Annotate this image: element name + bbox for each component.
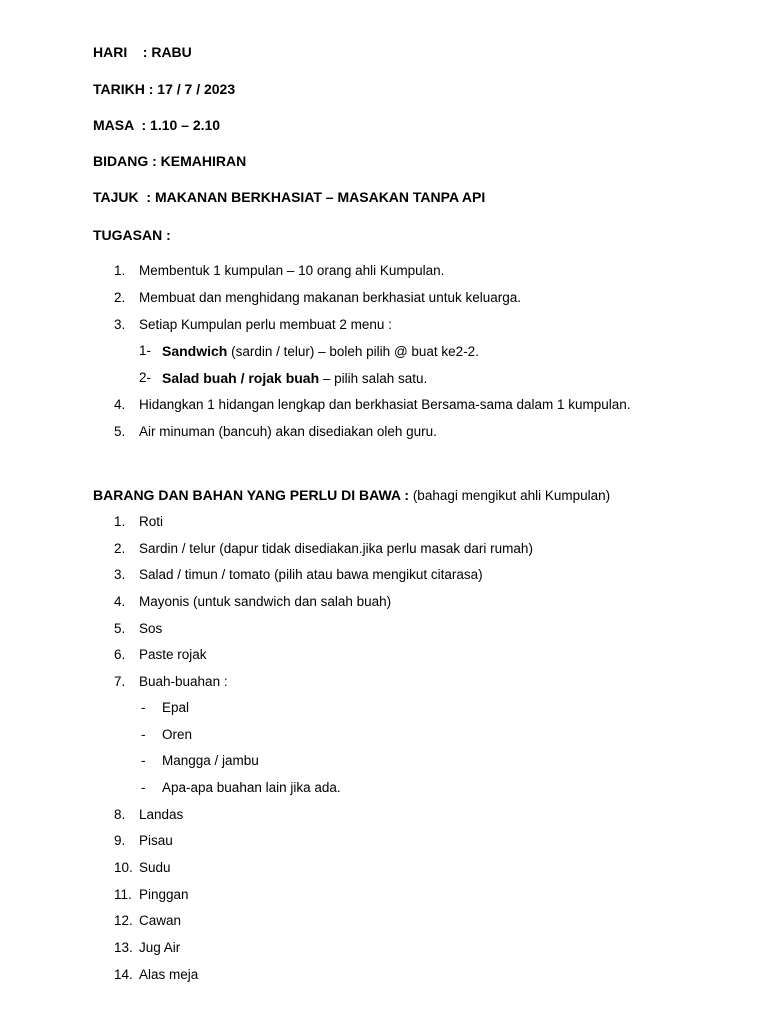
list-number: 8. <box>114 807 126 822</box>
tajuk-line: TAJUK : MAKANAN BERKHASIAT – MASAKAN TANPA API <box>93 189 486 205</box>
list-number: 4. <box>114 397 126 412</box>
menu-bold: Sandwich <box>162 343 228 359</box>
list-text: Landas <box>139 807 184 822</box>
list-text: Sardin / telur (dapur tidak disediakan.jika perlu masak dari rumah) <box>139 541 533 556</box>
list-number: 2. <box>114 290 126 305</box>
hari-line: HARI : RABU <box>93 44 192 60</box>
list-text: Hidangkan 1 hidangan lengkap dan berkhasiat Bersama-sama dalam 1 kumpulan. <box>139 397 631 412</box>
list-number: 10. <box>114 860 133 875</box>
fruit-text: Epal <box>162 700 190 715</box>
fruit-marker: - <box>141 700 146 715</box>
fruit-marker: - <box>141 753 146 768</box>
list-number: 2. <box>114 541 126 556</box>
list-text: Roti <box>139 514 164 529</box>
menu-marker: 2- <box>139 370 152 385</box>
list-text: Mayonis (untuk sandwich dan salah buah) <box>139 594 392 609</box>
list-number: 12. <box>114 913 133 928</box>
tugasan-heading: TUGASAN : <box>93 227 171 243</box>
list-text: Membentuk 1 kumpulan – 10 orang ahli Kumpulan. <box>139 263 445 278</box>
list-number: 14. <box>114 967 133 982</box>
fruit-text: Oren <box>162 727 193 742</box>
menu-text <box>162 342 479 361</box>
menu-marker: 1- <box>139 343 152 358</box>
list-number: 5. <box>114 621 126 636</box>
list-number: 4. <box>114 594 126 609</box>
fruit-text: Apa-apa buahan lain jika ada. <box>162 780 341 795</box>
list-text: Setiap Kumpulan perlu membuat 2 menu : <box>139 317 392 332</box>
list-number: 1. <box>114 263 126 278</box>
list-text: Membuat dan menghidang makanan berkhasiat untuk keluarga. <box>139 290 521 305</box>
tarikh-line: TARIKH : 17 / 7 / 2023 <box>93 81 236 97</box>
list-text: Alas meja <box>139 967 199 982</box>
list-text: Salad / timun / tomato (pilih atau bawa mengikut citarasa) <box>139 567 483 582</box>
list-number: 9. <box>114 833 126 848</box>
barang-heading-line <box>93 486 610 505</box>
list-text: Sudu <box>139 860 171 875</box>
masa-line: MASA : 1.10 – 2.10 <box>93 117 221 133</box>
list-number: 11. <box>114 887 132 902</box>
list-number: 3. <box>114 567 126 582</box>
menu-rest: (sardin / telur) – boleh pilih @ buat ke2-2. <box>227 344 479 359</box>
bidang-line: BIDANG : KEMAHIRAN <box>93 153 247 169</box>
list-number: 13. <box>114 940 133 955</box>
list-text: Air minuman (bancuh) akan disediakan oleh guru. <box>139 424 437 439</box>
barang-note: (bahagi mengikut ahli Kumpulan) <box>409 488 611 503</box>
list-number: 6. <box>114 647 126 662</box>
fruit-text: Mangga / jambu <box>162 753 259 768</box>
list-number: 1. <box>114 514 126 529</box>
menu-text <box>162 369 427 388</box>
barang-heading: BARANG DAN BAHAN YANG PERLU DI BAWA : <box>93 487 410 503</box>
menu-bold: Salad buah / rojak buah <box>162 370 320 386</box>
menu-rest: – pilih salah satu. <box>319 371 428 386</box>
list-text: Buah-buahan : <box>139 674 228 689</box>
list-text: Cawan <box>139 913 182 928</box>
list-number: 5. <box>114 424 126 439</box>
list-text: Sos <box>139 621 163 636</box>
list-text: Pisau <box>139 833 173 848</box>
list-number: 3. <box>114 317 126 332</box>
list-text: Paste rojak <box>139 647 207 662</box>
list-text: Pinggan <box>139 887 189 902</box>
fruit-marker: - <box>141 780 146 795</box>
list-text: Jug Air <box>139 940 181 955</box>
list-number: 7. <box>114 674 126 689</box>
fruit-marker: - <box>141 727 146 742</box>
